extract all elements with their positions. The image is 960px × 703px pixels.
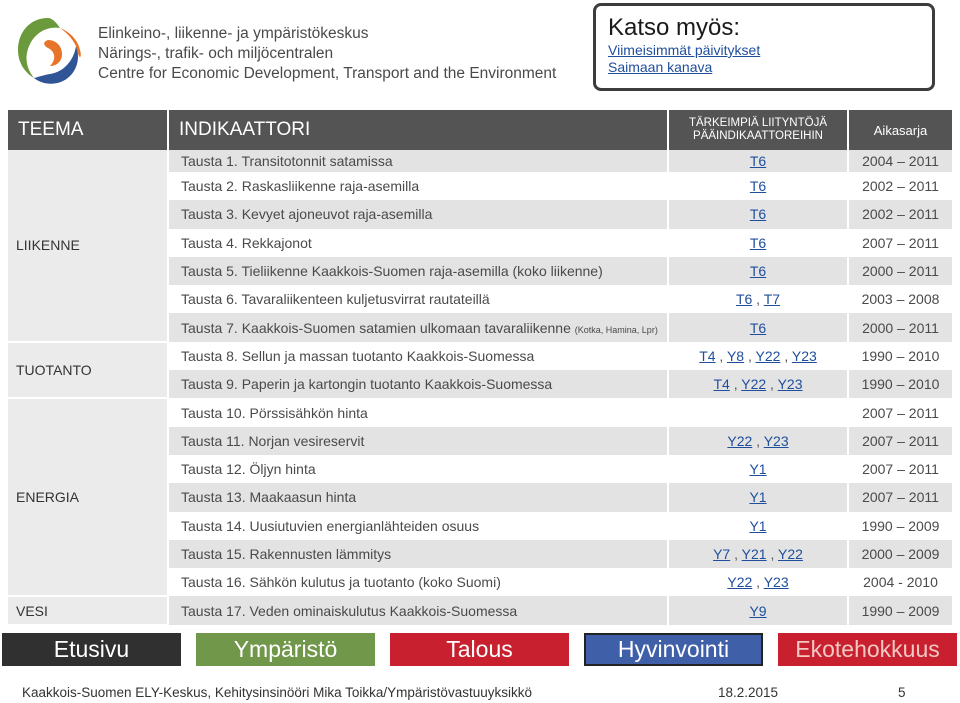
related-indicator-link[interactable]: T4 bbox=[699, 347, 716, 364]
related-indicator-link[interactable]: T7 bbox=[763, 291, 781, 308]
related-indicator-link[interactable]: T6 bbox=[749, 178, 767, 195]
indicator-note: (Kotka, Hamina, Lpr) bbox=[574, 324, 658, 335]
period-cell: 1990 – 2009 bbox=[848, 596, 952, 624]
indicator-cell[interactable] bbox=[168, 540, 668, 568]
related-indicator-link[interactable]: Y1 bbox=[749, 489, 767, 506]
period-cell: 2007 – 2011 bbox=[848, 398, 952, 426]
indicator-cell[interactable] bbox=[168, 200, 668, 228]
indicator-cell[interactable] bbox=[168, 483, 668, 511]
related-cell bbox=[668, 342, 848, 370]
indicator-label: Tausta 10. Pörssisähkön hinta bbox=[181, 404, 368, 421]
indicator-cell[interactable] bbox=[168, 342, 668, 370]
indicator-label: Tausta 14. Uusiutuvien energianlähteiden osuus bbox=[181, 517, 480, 534]
indicator-label: Tausta 7. Kaakkois-Suomen satamien ulkomaan tavaraliikenne bbox=[181, 319, 571, 336]
related-indicator-link[interactable]: T6 bbox=[735, 291, 753, 308]
related-cell bbox=[668, 200, 848, 228]
related-cell bbox=[668, 483, 848, 511]
period-cell: 2007 – 2011 bbox=[848, 483, 952, 511]
related-indicator-link[interactable]: T6 bbox=[749, 263, 767, 280]
footer-author: Kaakkois-Suomen ELY-Keskus, Kehitysinsinööri Mika Toikka/Ympäristövastuuyksikkö bbox=[22, 685, 532, 700]
indicator-cell[interactable] bbox=[168, 172, 668, 200]
related-cell bbox=[668, 568, 848, 596]
period-cell: 1990 – 2009 bbox=[848, 512, 952, 540]
period-cell: 2000 – 2009 bbox=[848, 540, 952, 568]
related-cell bbox=[668, 313, 848, 341]
related-separator: , bbox=[744, 347, 756, 364]
related-separator: , bbox=[766, 546, 778, 562]
indicator-label: Tausta 4. Rekkajonot bbox=[181, 234, 312, 251]
indicator-label: Tausta 1. Transitotonnit satamissa bbox=[181, 153, 393, 169]
indicator-cell[interactable] bbox=[168, 398, 668, 426]
related-indicator-link[interactable]: T6 bbox=[749, 206, 767, 223]
related-cell bbox=[668, 398, 848, 426]
related-separator: , bbox=[752, 432, 764, 449]
theme-cell: VESI bbox=[8, 596, 168, 624]
organization-name bbox=[98, 24, 556, 84]
indicator-label: Tausta 17. Veden ominaiskulutus Kaakkois-Suomessa bbox=[181, 602, 518, 619]
indicator-cell[interactable] bbox=[168, 150, 668, 172]
related-indicator-link[interactable]: Y22 bbox=[727, 574, 753, 591]
org-line-en: Centre for Economic Development, Transport and the Environment bbox=[98, 65, 557, 82]
indicator-label: Tausta 11. Norjan vesireservit bbox=[181, 432, 365, 449]
indicator-label: Tausta 9. Paperin ja kartongin tuotanto Kaakkois-Suomessa bbox=[181, 376, 553, 393]
indicator-label: Tausta 5. Tieliikenne Kaakkois-Suomen raja-asemilla (koko liikenne) bbox=[181, 263, 603, 280]
related-cell bbox=[668, 540, 848, 568]
related-cell bbox=[668, 229, 848, 257]
nav-ekotehokkuus-button[interactable]: Ekotehokkuus bbox=[778, 633, 957, 666]
header-teema: TEEMA bbox=[8, 110, 168, 150]
related-indicator-link[interactable]: Y8 bbox=[726, 347, 745, 364]
indicator-label: Tausta 2. Raskasliikenne raja-asemilla bbox=[181, 178, 420, 195]
indicator-cell[interactable] bbox=[168, 370, 668, 398]
ely-logo bbox=[8, 10, 88, 92]
theme-cell: LIIKENNE bbox=[8, 150, 168, 342]
table-row bbox=[8, 342, 952, 370]
table-row bbox=[8, 398, 952, 426]
period-cell: 2007 – 2011 bbox=[848, 455, 952, 483]
nav-ymparisto-button[interactable]: Ympäristö bbox=[196, 633, 375, 666]
related-separator: , bbox=[780, 347, 792, 364]
related-indicator-link[interactable]: Y22 bbox=[777, 546, 803, 562]
indicator-cell[interactable] bbox=[168, 596, 668, 624]
link-saimaa-canal[interactable]: Saimaan kanava bbox=[608, 59, 713, 75]
header-related bbox=[668, 110, 848, 150]
see-also-box bbox=[593, 3, 935, 91]
indicator-label: Tausta 13. Maakaasun hinta bbox=[181, 489, 357, 506]
related-indicator-link[interactable]: Y21 bbox=[741, 546, 767, 562]
related-cell bbox=[668, 455, 848, 483]
related-separator: , bbox=[729, 376, 742, 393]
period-cell: 2007 – 2011 bbox=[848, 427, 952, 455]
related-cell bbox=[668, 285, 848, 313]
header-indikaattori: INDIKAATTORI bbox=[168, 110, 668, 150]
indicator-table bbox=[8, 110, 952, 626]
see-also-title: Katso myös: bbox=[608, 14, 741, 41]
indicator-cell[interactable] bbox=[168, 512, 668, 540]
org-line-sv: Närings-, trafik- och miljöcentralen bbox=[98, 45, 334, 62]
related-cell bbox=[668, 512, 848, 540]
related-indicator-link[interactable]: Y7 bbox=[713, 546, 731, 562]
table-row bbox=[8, 150, 952, 172]
header-period: Aikasarja bbox=[848, 110, 952, 150]
nav-etusivu-button[interactable]: Etusivu bbox=[2, 633, 181, 666]
period-cell: 2004 – 2011 bbox=[848, 150, 952, 172]
header-related-text: TÄRKEIMPIÄ LIITYNTÖJÄ PÄÄINDIKAATTOREIHIN bbox=[688, 117, 828, 142]
indicator-label: Tausta 8. Sellun ja massan tuotanto Kaakkois-Suomessa bbox=[181, 347, 535, 364]
related-indicator-link[interactable]: Y1 bbox=[749, 461, 767, 478]
nav-talous-button[interactable]: Talous bbox=[390, 633, 569, 666]
period-cell: 1990 – 2010 bbox=[848, 370, 952, 398]
indicator-cell[interactable] bbox=[168, 229, 668, 257]
theme-cell: ENERGIA bbox=[8, 398, 168, 596]
indicator-cell[interactable] bbox=[168, 285, 668, 313]
indicator-cell[interactable] bbox=[168, 455, 668, 483]
period-cell: 2007 – 2011 bbox=[848, 229, 952, 257]
indicator-label: Tausta 12. Öljyn hinta bbox=[181, 461, 316, 478]
period-cell: 2002 – 2011 bbox=[848, 172, 952, 200]
indicator-cell[interactable] bbox=[168, 257, 668, 285]
related-separator: , bbox=[752, 291, 764, 308]
related-cell bbox=[668, 596, 848, 624]
related-indicator-link[interactable]: Y9 bbox=[749, 602, 767, 619]
related-cell bbox=[668, 257, 848, 285]
table-body bbox=[8, 150, 952, 625]
indicator-label: Tausta 3. Kevyet ajoneuvot raja-asemilla bbox=[181, 206, 433, 223]
table-row bbox=[8, 596, 952, 624]
related-indicator-link[interactable]: T4 bbox=[713, 376, 730, 393]
related-indicator-link[interactable]: Y22 bbox=[727, 432, 753, 449]
footer-page-number: 5 bbox=[898, 685, 906, 700]
related-cell bbox=[668, 370, 848, 398]
related-separator: , bbox=[766, 376, 778, 393]
table-header-row bbox=[8, 110, 952, 150]
related-cell bbox=[668, 150, 848, 172]
period-cell: 2003 – 2008 bbox=[848, 285, 952, 313]
related-cell bbox=[668, 172, 848, 200]
indicator-cell[interactable] bbox=[168, 427, 668, 455]
link-latest-updates[interactable]: Viimeisimmät päivitykset bbox=[608, 42, 761, 58]
indicator-label: Tausta 16. Sähkön kulutus ja tuotanto (koko Suomi) bbox=[181, 574, 501, 591]
related-indicator-link[interactable]: Y22 bbox=[755, 347, 781, 364]
related-indicator-link[interactable]: T6 bbox=[749, 153, 767, 169]
footer-date: 18.2.2015 bbox=[718, 685, 779, 700]
period-cell: 2000 – 2011 bbox=[848, 257, 952, 285]
related-separator: , bbox=[730, 546, 742, 562]
related-indicator-link[interactable]: Y23 bbox=[763, 432, 789, 449]
related-separator: , bbox=[715, 347, 727, 364]
indicator-cell[interactable] bbox=[168, 313, 668, 341]
related-indicator-link[interactable]: T6 bbox=[749, 319, 767, 336]
indicator-cell[interactable] bbox=[168, 568, 668, 596]
nav-hyvinvointi-button[interactable]: Hyvinvointi bbox=[584, 633, 763, 666]
related-separator: , bbox=[752, 574, 764, 591]
org-line-fi: Elinkeino-, liikenne- ja ympäristökeskus bbox=[98, 25, 369, 42]
period-cell: 2002 – 2011 bbox=[848, 200, 952, 228]
related-cell bbox=[668, 427, 848, 455]
related-indicator-link[interactable]: Y23 bbox=[777, 376, 803, 393]
related-indicator-link[interactable]: Y22 bbox=[741, 376, 767, 393]
period-cell: 1990 – 2010 bbox=[848, 342, 952, 370]
theme-cell: TUOTANTO bbox=[8, 342, 168, 399]
related-indicator-link[interactable]: Y23 bbox=[791, 347, 817, 364]
indicator-label: Tausta 15. Rakennusten lämmitys bbox=[181, 546, 392, 562]
related-indicator-link[interactable]: Y1 bbox=[749, 517, 767, 534]
indicator-label: Tausta 6. Tavaraliikenteen kuljetusvirrat rautateillä bbox=[181, 291, 490, 308]
related-indicator-link[interactable]: T6 bbox=[749, 234, 767, 251]
related-indicator-link[interactable]: Y23 bbox=[763, 574, 789, 591]
period-cell: 2004 - 2010 bbox=[848, 568, 952, 596]
period-cell: 2000 – 2011 bbox=[848, 313, 952, 341]
